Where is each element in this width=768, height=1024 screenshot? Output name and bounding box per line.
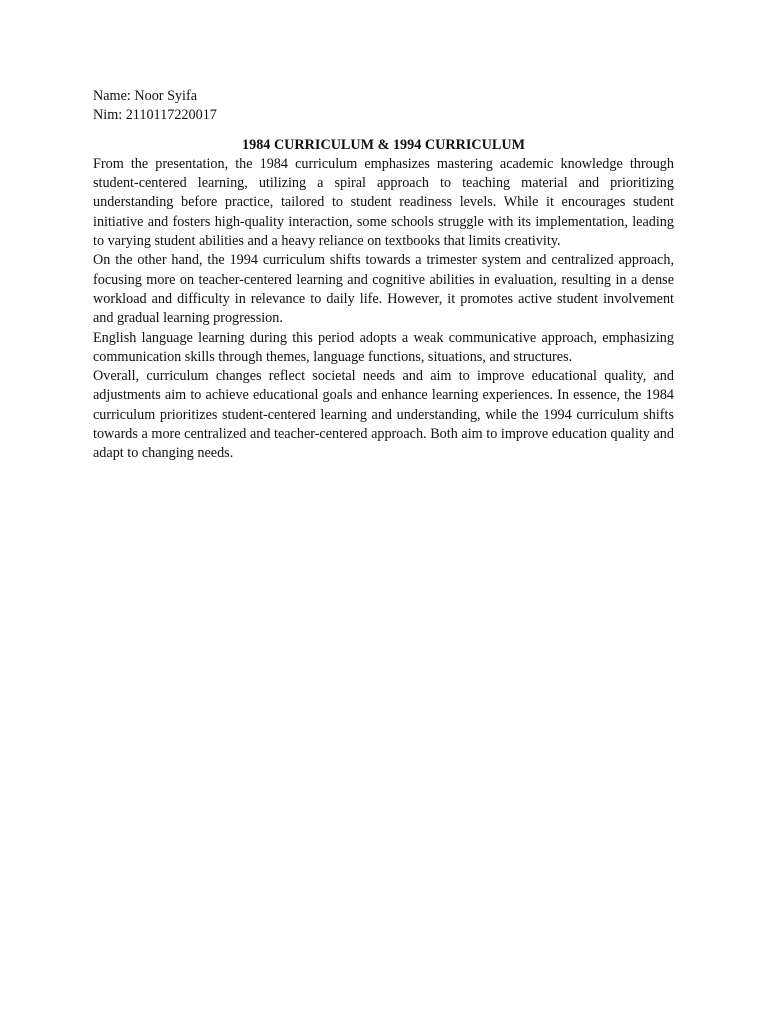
paragraph-conclusion: Overall, curriculum changes reflect societal needs and aim to improve educational quality, and adjustments aim to achieve educational goals and enhance learning experiences. In essence, the 1984 curriculum prioritizes student-centered learning and understanding, while the 1994 curriculum shifts towards a more centralized and teacher-centered approach. Both aim to improve education quality and adapt to changing needs. xyxy=(93,368,674,462)
paragraph-1984-curriculum: From the presentation, the 1984 curriculum emphasizes mastering academic knowledge through student-centered learning, utilizing a spiral approach to teaching material and prioritizing understanding before practice, tailored to student readiness levels. While it encourages student initiative and fosters high-quality interaction, some schools struggle with its implementation, leading to varying student abilities and a heavy reliance on textbooks that limits creativity. xyxy=(93,155,674,250)
student-name: Name: Noor Syifa xyxy=(93,88,198,104)
paragraph-english-learning: English language learning during this period adopts a weak communicative approach, emphasizing communication skills through themes, language functions, situations, and structures. xyxy=(93,329,674,365)
paragraph-1994-curriculum: On the other hand, the 1994 curriculum shifts towards a trimester system and centralized approach, focusing more on teacher-centered learning and cognitive abilities in evaluation, resulting in a dense workload and difficulty in relevance to daily life. However, it promotes active student involvement and gradual learning progression. xyxy=(93,252,674,327)
student-nim: Nim: 2110117220017 xyxy=(93,107,217,124)
document-body xyxy=(93,87,674,464)
document-title: 1984 CURRICULUM & 1994 CURRICULUM xyxy=(242,136,525,153)
